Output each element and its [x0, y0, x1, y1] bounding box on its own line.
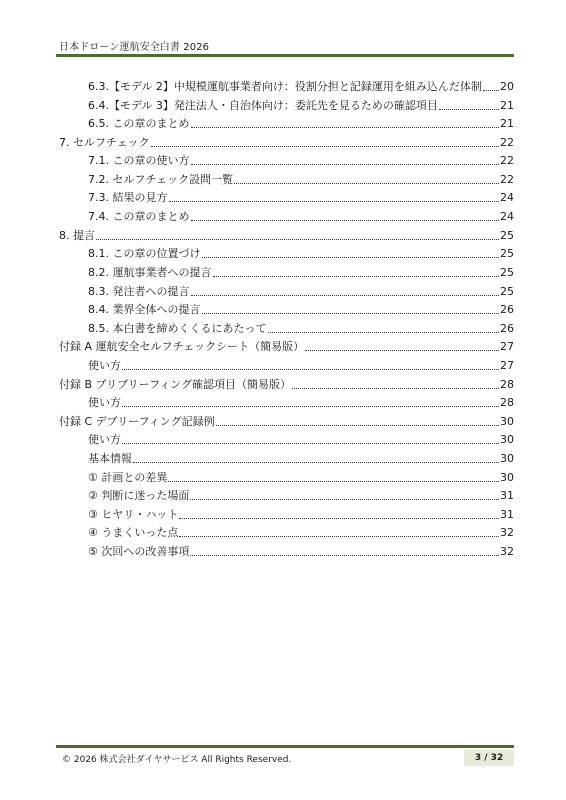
toc-page-number: 26 [500, 303, 514, 316]
toc-leader-dots [191, 154, 500, 165]
toc-entry[interactable] [59, 229, 514, 243]
toc-entry-label: 付録 A 運航安全セルフチェックシート（簡易版） [59, 340, 305, 353]
toc-entry-label: ③ ヒヤリ・ハット [88, 508, 179, 521]
toc-leader-dots [151, 136, 499, 147]
toc-page-number: 32 [500, 526, 514, 539]
toc-page-number: 25 [500, 247, 514, 260]
toc-entry[interactable] [88, 471, 514, 485]
toc-page-number: 24 [500, 191, 514, 204]
toc-leader-dots [179, 508, 499, 519]
toc-page-number: 32 [500, 545, 514, 558]
page-number-badge: 3 / 32 [464, 750, 514, 766]
footer-divider [56, 745, 514, 748]
toc-entry-label: 8. 提言 [59, 229, 95, 242]
toc-entry-label: ② 判断に迷った場面 [88, 489, 190, 502]
toc-entry-label: 基本情報 [88, 452, 132, 465]
toc-entry-label: 7.3. 結果の見方 [88, 191, 168, 204]
toc-page-number: 28 [500, 396, 514, 409]
toc-entry[interactable] [88, 489, 514, 503]
toc-leader-dots [191, 210, 500, 221]
toc-leader-dots [190, 545, 499, 556]
toc-page-number: 30 [500, 471, 514, 484]
toc-page-number: 20 [500, 80, 514, 93]
toc-leader-dots [190, 489, 499, 500]
toc-entry[interactable] [88, 433, 514, 447]
toc-entry-label: 7. セルフチェック [59, 136, 150, 149]
toc-page-number: 26 [500, 322, 514, 335]
toc-entry[interactable] [88, 285, 514, 299]
toc-leader-dots [483, 80, 499, 91]
toc-entry-label: 8.1. この章の位置づけ [88, 247, 201, 260]
toc-entry-label: 8.3. 発注者への提言 [88, 285, 190, 298]
toc-entry[interactable] [88, 303, 514, 317]
toc-entry[interactable] [88, 452, 514, 466]
toc-entry-label: ⑤ 次回への改善事項 [88, 545, 190, 558]
toc-leader-dots [216, 415, 499, 426]
toc-entry[interactable] [88, 154, 514, 168]
toc-leader-dots [305, 340, 499, 351]
document-title: 日本ドローン運航安全白書 2026 [59, 42, 210, 53]
toc-entry-label: 使い方 [88, 396, 121, 409]
toc-page-number: 30 [500, 452, 514, 465]
toc-entry[interactable] [88, 117, 514, 131]
toc-entry[interactable] [59, 136, 514, 150]
toc-entry-label: 6.5. この章のまとめ [88, 117, 190, 130]
toc-leader-dots [268, 322, 500, 333]
toc-page-number: 22 [500, 136, 514, 149]
toc-entry-label: 8.5. 本白書を締めくくるにあたって [88, 322, 267, 335]
toc-page-number: 31 [500, 489, 514, 502]
toc-entry[interactable] [59, 378, 514, 392]
toc-entry[interactable] [88, 396, 514, 410]
toc-leader-dots [439, 99, 499, 110]
toc-entry-label: 7.4. この章のまとめ [88, 210, 190, 223]
toc-page-number: 28 [500, 378, 514, 391]
toc-page-number: 27 [500, 340, 514, 353]
toc-entry[interactable] [88, 99, 514, 113]
toc-leader-dots [179, 526, 499, 537]
toc-entry-label: ④ うまくいった点 [88, 526, 179, 539]
toc-page-number: 22 [500, 154, 514, 167]
toc-entry[interactable] [88, 508, 514, 522]
toc-page-number: 24 [500, 210, 514, 223]
toc-entry[interactable] [88, 545, 514, 559]
toc-leader-dots [122, 396, 499, 407]
toc-entry[interactable] [88, 210, 514, 224]
toc-entry[interactable] [59, 415, 514, 429]
toc-entry[interactable] [88, 526, 514, 540]
toc-entry-label: 6.4.【モデル 3】発注法人・自治体向け：委託先を見るための確認項目 [88, 99, 438, 112]
toc-leader-dots [213, 266, 500, 277]
toc-entry-label: 8.2. 運航事業者への提言 [88, 266, 212, 279]
toc-leader-dots [96, 229, 499, 240]
toc-entry-label: 付録 B プリブリーフィング確認項目（簡易版） [59, 378, 292, 391]
toc-page-number: 25 [500, 285, 514, 298]
toc-entry-label: 付録 C デブリーフィング記録例 [59, 415, 215, 428]
toc-leader-dots [202, 303, 500, 314]
toc-page-number: 21 [500, 99, 514, 112]
toc-leader-dots [191, 285, 500, 296]
toc-entry-label: 使い方 [88, 433, 121, 446]
toc-entry-label: 7.1. この章の使い方 [88, 154, 190, 167]
header-divider [56, 54, 514, 57]
toc-page-number: 30 [500, 433, 514, 446]
toc-leader-dots [122, 433, 499, 444]
toc-entry-label: 8.4. 業界全体への提言 [88, 303, 201, 316]
toc-entry[interactable] [88, 266, 514, 280]
toc-page-number: 31 [500, 508, 514, 521]
toc-page-number: 25 [500, 229, 514, 242]
toc-leader-dots [168, 471, 499, 482]
copyright-notice: © 2026 株式会社ダイヤサービス All Rights Reserved. [62, 755, 292, 765]
toc-leader-dots [292, 378, 499, 389]
toc-entry[interactable] [88, 322, 514, 336]
toc-entry[interactable] [88, 247, 514, 261]
toc-entry-label: 6.3.【モデル 2】中規模運航事業者向け：役割分担と記録運用を組み込んだ体制 [88, 80, 482, 93]
toc-leader-dots [169, 191, 500, 202]
toc-entry[interactable] [88, 173, 514, 187]
toc-page-number: 21 [500, 117, 514, 130]
toc-entry-label: 使い方 [88, 359, 121, 372]
toc-entry[interactable] [88, 359, 514, 373]
toc-page-number: 25 [500, 266, 514, 279]
toc-leader-dots [234, 173, 499, 184]
toc-entry[interactable] [88, 80, 514, 94]
toc-entry[interactable] [88, 191, 514, 205]
toc-leader-dots [191, 117, 500, 128]
toc-page-number: 27 [500, 359, 514, 372]
toc-entry[interactable] [59, 340, 514, 354]
toc-leader-dots [133, 452, 499, 463]
toc-entry-label: 7.2. セルフチェック設問一覧 [88, 173, 234, 186]
toc-page-number: 30 [500, 415, 514, 428]
toc-page-number: 22 [500, 173, 514, 186]
toc-leader-dots [202, 247, 500, 258]
toc-entry-label: ① 計画との差異 [88, 471, 168, 484]
toc-leader-dots [122, 359, 499, 370]
